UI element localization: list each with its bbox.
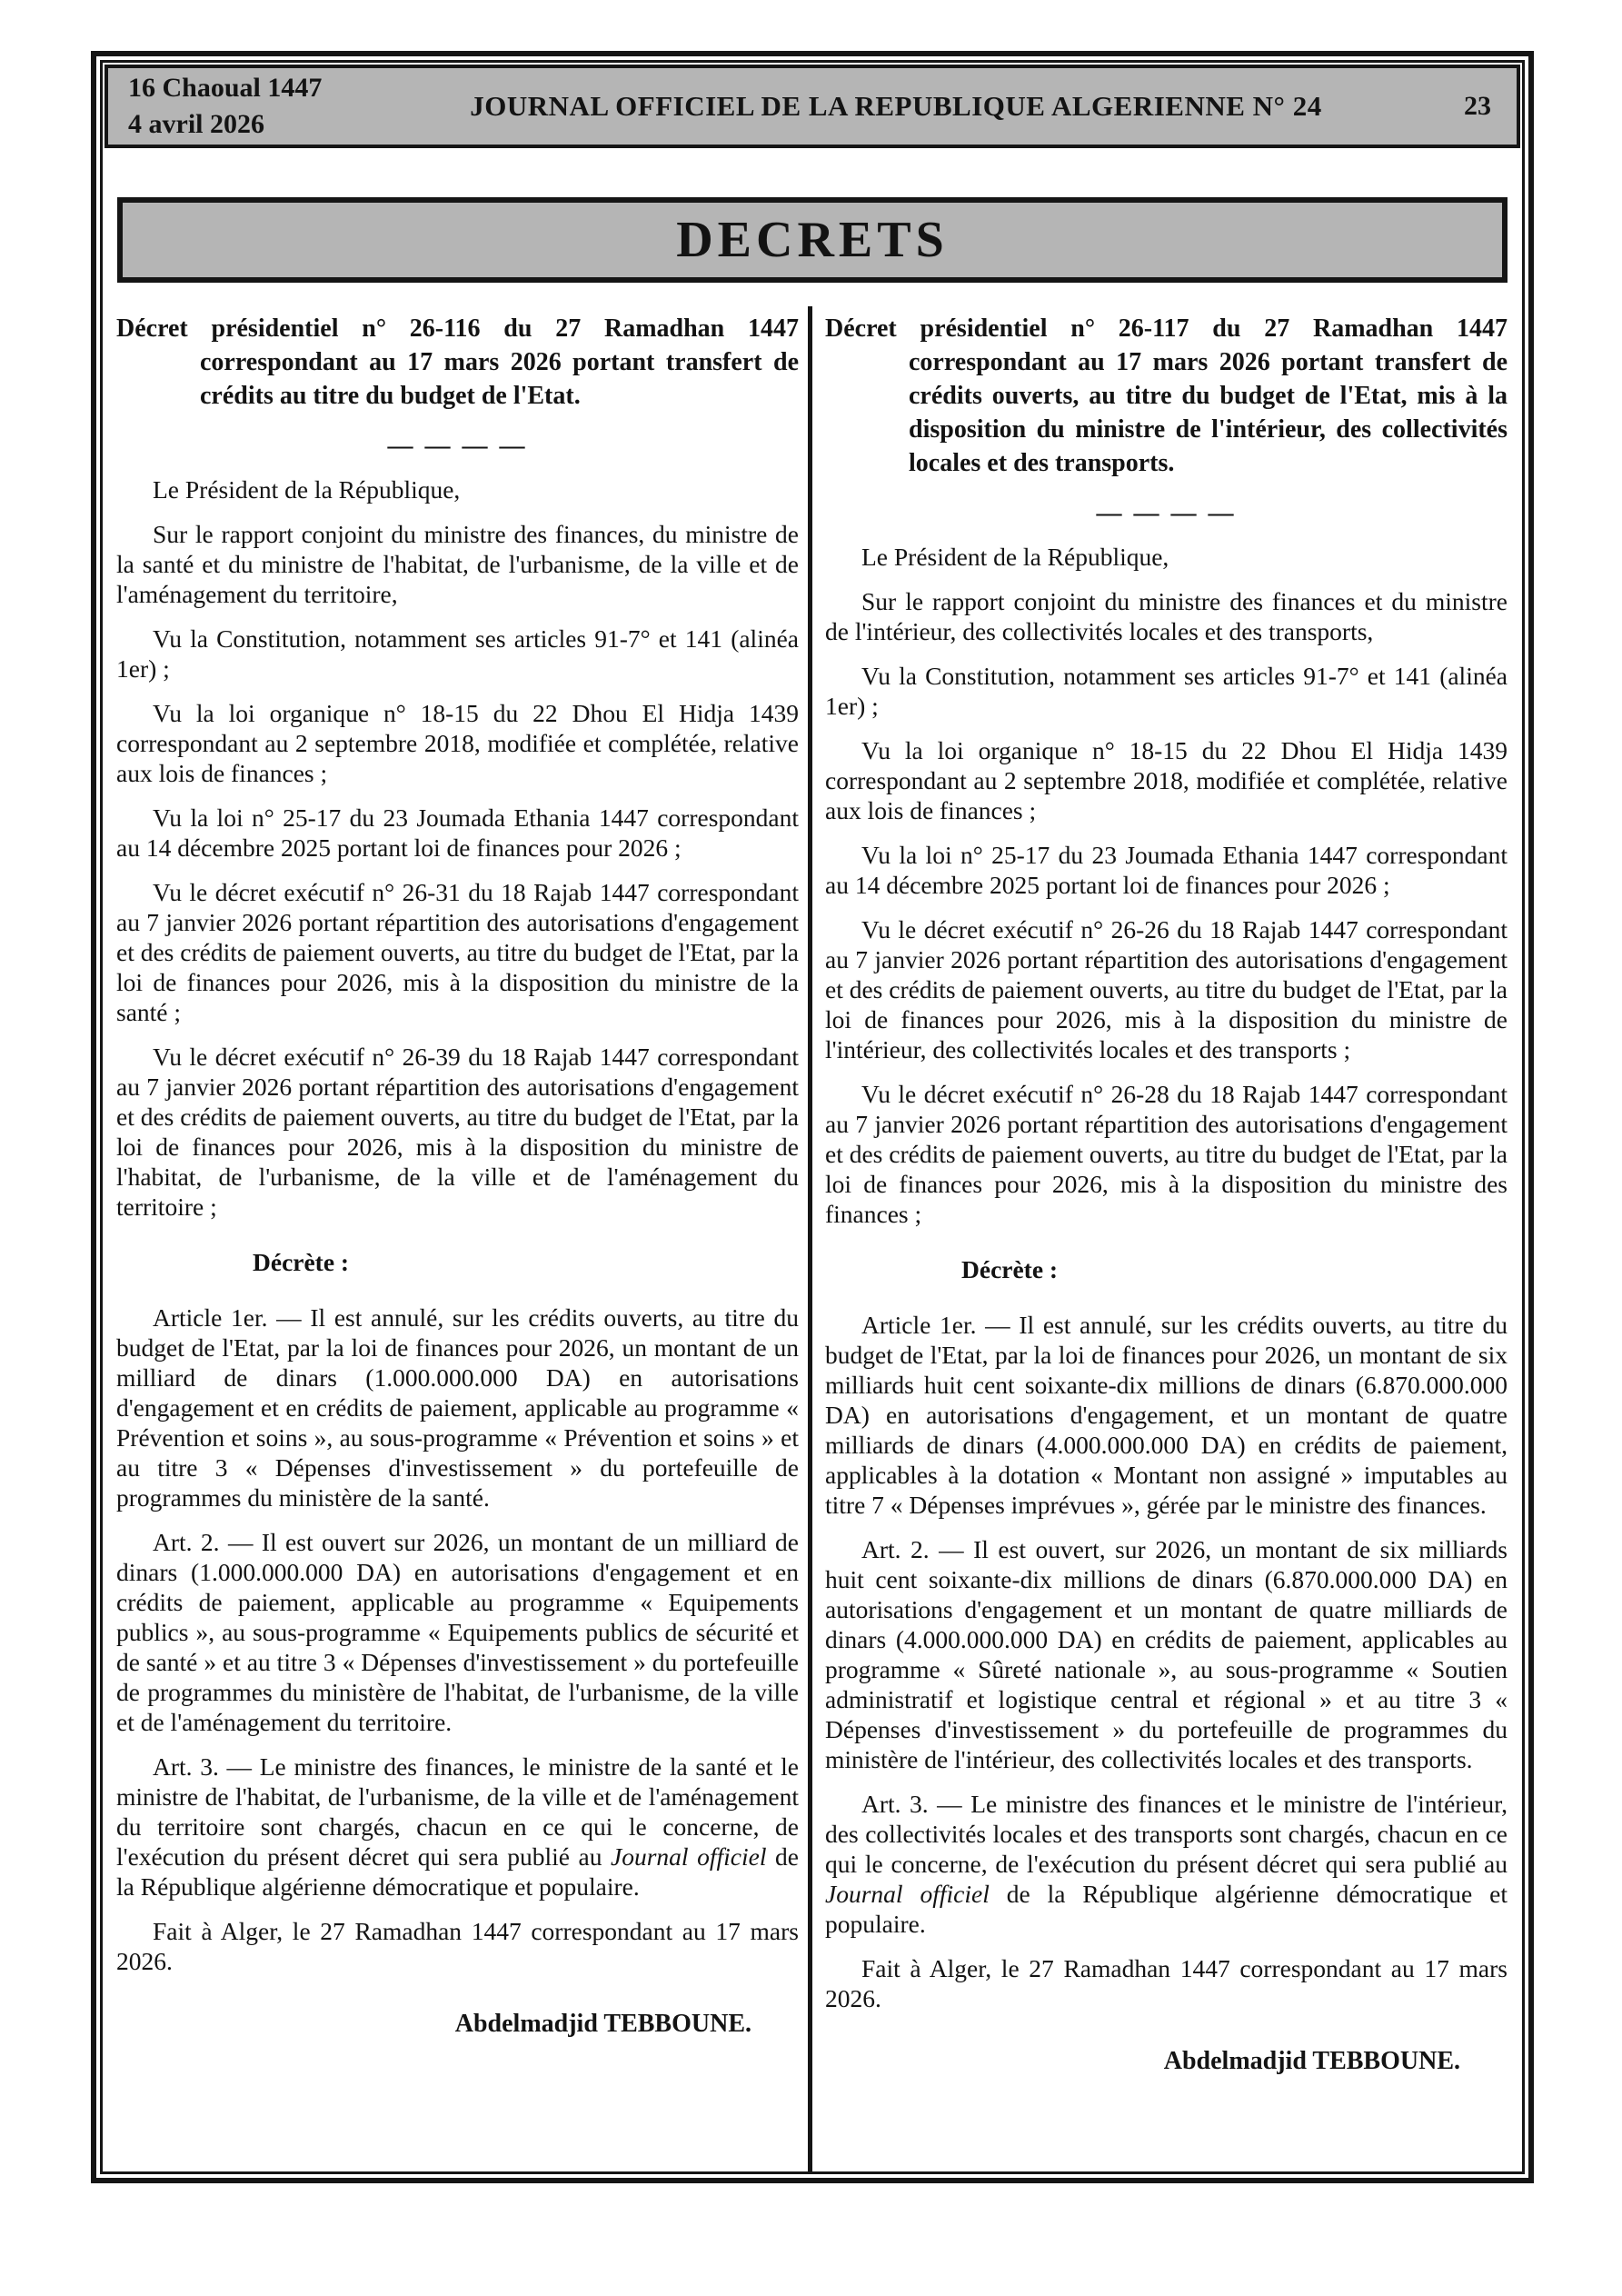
text-run: Article 1er. — Il est annulé, sur les crédits ouverts, au titre du budget de l'Etat, par la loi de finances pour 2026, un montant de six milliards huit cent soixante-dix millions de dinars (6.870.000.000 DA) en autorisations d'engagement, et un montant de quatre milliards de dinars (4.000.000.000 DA) en crédits de paiement, applicables à la dotation « Montant non assigné » imputables au titre 7 « Dépenses imprévues », gérée par le ministre des finances. — [825, 1311, 1508, 1519]
right-column — [812, 306, 1522, 2171]
decrete-heading — [825, 1254, 1508, 1284]
text-run: de la République algérienne démocratique et populaire. — [825, 1880, 1508, 1938]
text-run: Fait à Alger, le 27 Ramadhan 1447 correspondant au 17 mars 2026. — [825, 1954, 1508, 2012]
paragraph — [825, 1534, 1508, 1774]
journal-title: JOURNAL OFFICIEL DE LA REPUBLIQUE ALGERIENNE N° 24 — [470, 90, 1322, 122]
paragraph — [825, 1953, 1508, 2013]
separator-dashes — [825, 500, 1508, 527]
text-run: Vu la loi n° 25-17 du 23 Joumada Ethania 1447 correspondant au 14 décembre 2025 portant loi de finances pour 2026 ; — [116, 804, 799, 862]
columns — [103, 306, 1522, 2171]
text-run: Vu la loi organique n° 18-15 du 22 Dhou El Hidja 1439 correspondant au 2 septembre 2018, modifiée et complétée, relative aux lois de finances ; — [825, 736, 1508, 824]
left-column — [103, 306, 808, 2171]
text-run: Article 1er. — Il est annulé, sur les crédits ouverts, au titre du budget de l'Etat, par la loi de finances pour 2026, un montant de un milliard de dinars (1.000.000.000 DA) en autorisations d'engagement et en crédits de paiement, applicable au programme « Prévention et soins », au sous-programme « Prévention et soins » et au titre 3 « Dépenses d'investissement » du portefeuille de programmes du ministère de la santé. — [116, 1303, 799, 1512]
text-run: — — — — — [1096, 499, 1237, 527]
page-content — [103, 63, 1522, 2171]
paragraph — [116, 1752, 799, 1902]
paragraph — [825, 840, 1508, 900]
paragraph — [116, 1916, 799, 1976]
text-run: Abdelmadjid TEBBOUNE. — [1163, 2047, 1460, 2075]
gregorian-date: 4 avril 2026 — [128, 109, 264, 139]
text-run: Décrète : — [253, 1248, 350, 1276]
paragraph — [825, 1310, 1508, 1520]
text-run: Art. 2. — Il est ouvert sur 2026, un montant de un milliard de dinars (1.000.000.000 DA) en autorisations d'engagement et en crédits de paiement, applicable au programme « Equipements publics », au sous-programme « Equipements publics de sécurité et de santé » et au titre 3 « Dépenses d'investissement » du portefeuille de programmes du ministère de l'habitat, de l'urbanisme, de la ville et de l'aménagement du territoire. — [116, 1528, 799, 1736]
paragraph — [116, 803, 799, 863]
text-run: Le Président de la République, — [861, 543, 1169, 571]
paragraph — [825, 586, 1508, 646]
paragraph — [825, 1789, 1508, 1939]
text-run: Sur le rapport conjoint du ministre des finances, du ministre de la santé et du ministre de l'habitat, de l'urbanisme, de la ville et de l'aménagement du territoire, — [116, 520, 799, 608]
text-run: Vu le décret exécutif n° 26-39 du 18 Rajab 1447 correspondant au 7 janvier 2026 portant répartition des autorisations d'engagement et des crédits de paiement ouverts, au titre du budget de l'Etat, par la loi de finances pour 2026, mis à la disposition du ministre de l'habitat, de l'urbanisme, de la ville et de l'aménagement du territoire ; — [116, 1043, 800, 1221]
paragraph — [825, 1079, 1508, 1229]
text-run: Vu la loi n° 25-17 du 23 Joumada Ethania 1447 correspondant au 14 décembre 2025 portant loi de finances pour 2026 ; — [825, 841, 1508, 899]
paragraph — [116, 474, 799, 504]
text-run: Décret présidentiel n° 26-117 du 27 Ramadhan 1447 correspondant au 17 mars 2026 portant transfert de crédits ouverts, au titre du budget de l'Etat, mis à la disposition du ministre de l'intérieur, des collectivités locales et des transports. — [825, 314, 1508, 477]
page-frame-inner — [100, 60, 1525, 2174]
text-run: Abdelmadjid TEBBOUNE. — [454, 2010, 751, 2038]
text-run: Art. 3. — Le ministre des finances, le ministre de la santé et le ministre de l'habitat, de l'urbanisme, de la ville et de l'aménagement du territoire sont chargés, chacun en ce qui le concerne, de l'exécution du présent décret qui sera publié au — [116, 1752, 799, 1871]
decree-title — [116, 312, 799, 413]
decrets-banner — [117, 197, 1508, 283]
text-run: Vu le décret exécutif n° 26-26 du 18 Rajab 1447 correspondant au 7 janvier 2026 portant répartition des autorisations d'engagement et des crédits de paiement ouverts, au titre du budget de l'Etat, par la loi de finances pour 2026, mis à la disposition du ministre de l'intérieur, des collectivités locales et des transports ; — [825, 915, 1508, 1063]
paragraph — [825, 735, 1508, 825]
header-bar — [104, 65, 1520, 148]
italic-text: Journal officiel — [825, 1880, 990, 1908]
paragraph — [825, 914, 1508, 1064]
text-run: Vu la Constitution, notamment ses articles 91-7° et 141 (alinéa 1er) ; — [116, 624, 799, 683]
text-run: Vu le décret exécutif n° 26-28 du 18 Rajab 1447 correspondant au 7 janvier 2026 portant répartition des autorisations d'engagement et des crédits de paiement ouverts, au titre du budget de l'Etat, par la loi de finances pour 2026, mis à la disposition du ministre des finances ; — [825, 1080, 1508, 1228]
text-run: — — — — — [387, 432, 528, 460]
separator-dashes — [116, 433, 799, 460]
decree-title — [825, 312, 1508, 480]
paragraph — [825, 661, 1508, 721]
text-run: Art. 3. — Le ministre des finances et le ministre de l'intérieur, des collectivités locales et des transports sont chargés, chacun en ce qui le concerne, de l'exécution du présent décret qui sera publié au — [825, 1790, 1508, 1878]
header-dates — [128, 70, 410, 143]
text-run: Fait à Alger, le 27 Ramadhan 1447 correspondant au 17 mars 2026. — [116, 1917, 799, 1975]
text-run: Vu le décret exécutif n° 26-31 du 18 Rajab 1447 correspondant au 7 janvier 2026 portant répartition des autorisations d'engagement et des crédits de paiement ouverts, au titre du budget de l'Etat, par la loi de finances pour 2026, mis à la disposition du ministre de la santé ; — [116, 878, 800, 1026]
text-run: Vu la loi organique n° 18-15 du 22 Dhou El Hidja 1439 correspondant au 2 septembre 2018, modifiée et complétée, relative aux lois de finances ; — [116, 699, 799, 787]
paragraph — [116, 698, 799, 788]
text-run: Décret présidentiel n° 26-116 du 27 Ramadhan 1447 correspondant au 17 mars 2026 portant transfert de crédits au titre du budget de l'Etat. — [116, 314, 799, 410]
page-frame — [91, 51, 1534, 2183]
text-run: Art. 2. — Il est ouvert, sur 2026, un montant de six milliards huit cent soixante-dix millions de dinars (6.870.000.000 DA) en autorisations d'engagement et un montant de quatre milliards de dinars (4.000.000.000 DA) en crédits de paiement, applicables au programme « Sûreté nationale », au sous-programme « Soutien administratif et logistique central et régional » et au titre 3 « Dépenses d'investissement » du portefeuille de programmes du ministère de l'intérieur, des collectivités locales et des transports. — [825, 1535, 1508, 1773]
decrete-heading — [116, 1247, 799, 1277]
text-run: Le Président de la République, — [153, 475, 461, 504]
paragraph — [116, 877, 799, 1027]
paragraph — [116, 1303, 799, 1512]
paragraph — [116, 1042, 799, 1222]
paragraph — [825, 542, 1508, 572]
hijri-date: 16 Chaoual 1447 — [128, 73, 323, 103]
paragraph — [116, 519, 799, 609]
text-run: Sur le rapport conjoint du ministre des finances et du ministre de l'intérieur, des collectivités locales et des transports, — [825, 587, 1508, 645]
text-run: Vu la Constitution, notamment ses articles 91-7° et 141 (alinéa 1er) ; — [825, 662, 1508, 720]
text-run: de la République algérienne démocratique et populaire. — [116, 1842, 799, 1901]
paragraph — [116, 624, 799, 684]
paragraph — [116, 1527, 799, 1737]
italic-text: Journal officiel — [611, 1842, 767, 1871]
banner-label: DECRETS — [676, 212, 949, 268]
text-run: Décrète : — [961, 1255, 1059, 1283]
signature — [825, 2046, 1508, 2076]
page-number: 23 — [1464, 91, 1491, 121]
signature — [116, 2009, 799, 2039]
